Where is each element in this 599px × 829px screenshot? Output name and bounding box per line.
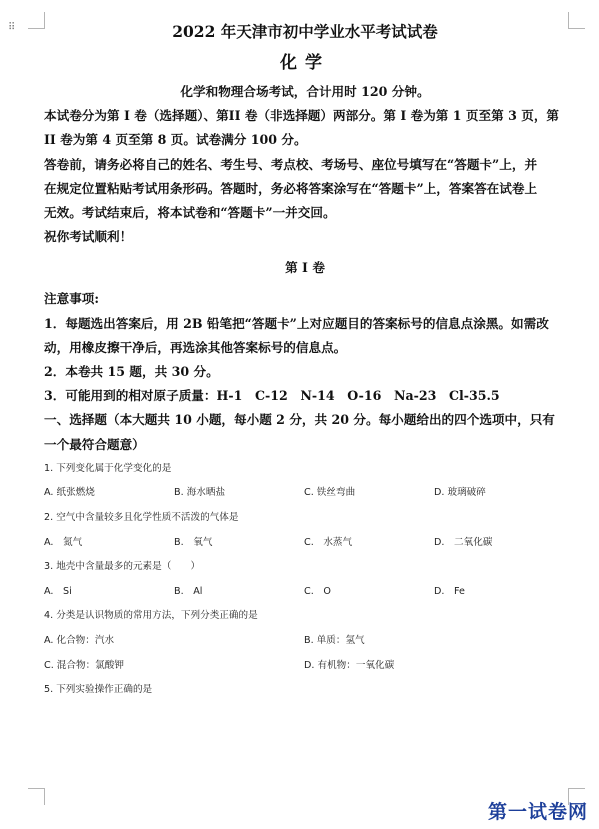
section-heading: 一、选择题（本大题共 10 小题，每小题 2 分，共 20 分。每小题给出的四个选项中，只有 (44, 412, 555, 428)
structure-line: 本试卷分为第 I 卷（选择题）、第II 卷（非选择题）两部分。第 I 卷为第 1 页至第 3 页，第 (44, 108, 560, 124)
option: A. 化合物：汽水 (44, 635, 115, 646)
notes-heading: 注意事项: (44, 291, 100, 307)
instruction-line: 在规定位置粘贴考试用条形码。答题时，务必将答案涂写在“答题卡”上，答案答在试卷上 (44, 180, 538, 196)
crop-mark-top-right (568, 12, 585, 29)
structure-line: II 卷为第 4 页至第 8 页。试卷满分 100 分。 (44, 132, 307, 148)
option: A. Si (44, 585, 72, 597)
question-stem: 4. 分类是认识物质的常用方法，下列分类正确的是 (44, 610, 258, 622)
instruction-line: 无效。考试结束后，将本试卷和“答题卡”一并交回。 (44, 205, 336, 221)
option: D. 有机物：一氧化碳 (304, 659, 395, 671)
exam-page (44, 20, 566, 703)
instruction-line: 答卷前，请务必将自己的姓名、考生号、考点校、考场号、座位号填写在“答题卡”上，并 (44, 156, 538, 172)
question-options (44, 654, 566, 679)
part-one-title: 第 I 卷 (285, 260, 325, 276)
option: C. O (304, 585, 331, 597)
option: D. Fe (434, 585, 465, 597)
crop-mark-top-left (28, 12, 45, 29)
question-options (44, 580, 566, 605)
option: C. 混合物：氯酸钾 (44, 659, 124, 671)
note-line: 动，用橡皮擦干净后，再选涂其他答案标号的信息点。 (44, 339, 347, 355)
option: A. 氮气 (44, 536, 83, 548)
question-stem: 3. 地壳中含量最多的元素是（ ） (44, 561, 201, 573)
option: D. 玻璃破碎 (434, 487, 486, 499)
option: B. 单质：氢气 (304, 635, 365, 646)
option: D. 二氧化碳 (434, 536, 493, 548)
option: C. 铁丝弯曲 (304, 487, 356, 499)
note-line: 2．本卷共 15 题，共 30 分。 (44, 364, 219, 380)
exam-subject: 化学 (280, 53, 330, 73)
option: A. 纸张燃烧 (44, 487, 95, 499)
question-stem: 1. 下列变化属于化学变化的是 (44, 462, 172, 474)
question-options (44, 629, 566, 654)
question-stem: 2. 空气中含量较多且化学性质不活泼的气体是 (44, 512, 239, 524)
watermark-logo: 第一试卷网 (488, 801, 589, 823)
option: B. 海水晒盐 (174, 487, 226, 499)
section-heading: 一个最符合题意） (44, 436, 145, 452)
question-stem: 5. 下列实验操作正确的是 (44, 684, 153, 696)
option: C. 水蒸气 (304, 536, 353, 548)
note-line: 1．每题选出答案后，用 2B 铅笔把“答题卡”上对应题目的答案标号的信息点涂黑。如需改 (44, 315, 549, 331)
question-options (44, 481, 566, 506)
exam-time-note: 化学和物理合场考试，合计用时 120 分钟。 (180, 84, 430, 99)
crop-mark-bottom-left (28, 788, 45, 805)
good-luck-line: 祝你考试顺利！ (44, 229, 133, 245)
question-options (44, 531, 566, 556)
option: B. 氧气 (174, 536, 213, 548)
option: B. Al (174, 585, 203, 597)
note-line: 3．可能用到的相对原子质量：H-1 C-12 N-14 O-16 Na-23 Cl-35.5 (44, 388, 500, 404)
drag-handle-icon[interactable]: ⠿ (8, 22, 16, 33)
exam-title: 2022 年天津市初中学业水平考试试卷 (172, 22, 438, 41)
